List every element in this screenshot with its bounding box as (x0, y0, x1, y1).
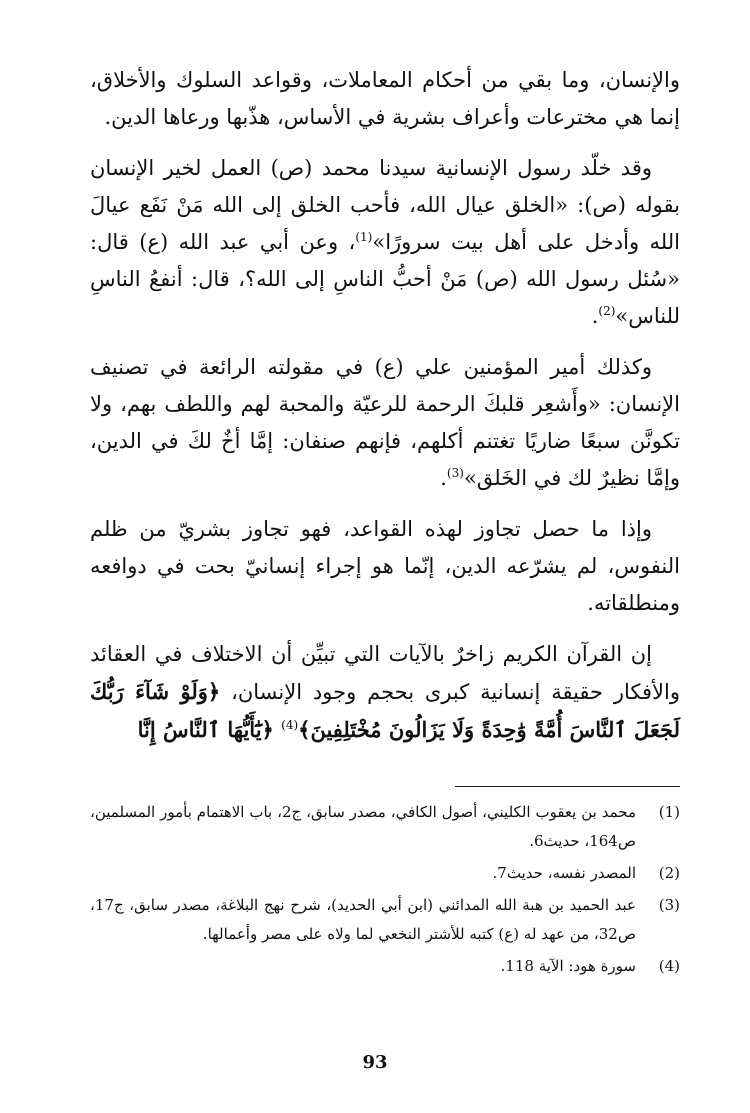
paragraph-2-text-a: وقد خلّد رسول الإنسانية سيدنا محمد (ص) العمل لخير الإنسان بقوله (ص): «الخلق عيال الله، فأحب الخلق إلى الله مَنْ نَفَع عيالَ الله وأدخل على أهل بيت سرورًا» (90, 156, 680, 254)
footnote-ref-2: (2) (598, 304, 616, 318)
footnote-ref-3: (3) (446, 466, 464, 480)
footnote-text: عبد الحميد بن هبة الله المدائني (ابن أبي الحديد)، شرح نهج البلاغة، مصدر سابق، ج17، ص32، من عهد له (ع) كتبه للأشتر النخعي لما ولاه على مصر وأعمالها. (90, 896, 636, 943)
paragraph-5 (90, 636, 680, 749)
footnote-number: (3) (658, 896, 680, 914)
paragraph-2-text-c: . (591, 304, 599, 328)
footnote-number: (1) (658, 803, 680, 821)
paragraph-4 (90, 511, 680, 622)
paragraph-1-text: والإنسان، وما بقي من أحكام المعاملات، وقواعد السلوك والأخلاق، إنما هي مخترعات وأعراف بشرية في الأساس، هذّبها ورعاها الدين. (90, 68, 680, 129)
footnote-ref-1: (1) (355, 230, 373, 244)
footnote-text: محمد بن يعقوب الكليني، أصول الكافي، مصدر سابق، ج2، باب الاهتمام بأمور المسلمين، ص164، حديث6. (90, 803, 636, 850)
paragraph-3-text-b: . (440, 466, 447, 490)
page-number: 93 (362, 1052, 388, 1073)
quran-verse-2: ﴿يَٰٓأَيُّهَا ٱلنَّاسُ إِنَّا (137, 717, 282, 742)
footnote-text: سورة هود: الآية 118. (500, 957, 636, 975)
paragraph-3-text-a: وكذلك أمير المؤمنين علي (ع) في مقولته الرائعة في تصنيف الإنسان: «وأَشعِر قلبكَ الرحمة للرعيّة والمحبة لهم واللطف بهم، ولا تكونَّن سبعًا ضاريًا تغتنم أكلهم، فإنهم صنفان: إمَّا أخٌ لكَ في الدين، وإمَّا نظيرٌ لك في الخَلق» (90, 355, 680, 490)
footnote-1 (90, 798, 680, 856)
footnote-separator (455, 786, 680, 787)
paragraph-4-text: وإذا ما حصل تجاوز لهذه القواعد، فهو تجاوز بشريّ من ظلم النفوس، لم يشرّعه الدين، إنّما هو إجراء إنسانيّ بحت في دوافعه ومنطلقاته. (90, 517, 680, 615)
footnote-text: المصدر نفسه، حديث7. (492, 864, 636, 882)
footnote-3 (90, 891, 680, 949)
footnote-ref-4: (4) (281, 718, 299, 732)
footnote-number: (4) (658, 957, 680, 975)
paragraph-2-text-b: ، وعن أبي عبد الله (ع) قال: «سُئل رسول الله (ص) مَنْ أحبُّ الناسِ إلى الله؟، قال: أنفعُ الناسِ للناس» (90, 230, 680, 328)
main-text (90, 62, 680, 749)
paragraph-3 (90, 349, 680, 497)
paragraph-1 (90, 62, 680, 136)
paragraph-2 (90, 150, 680, 335)
footnote-4 (90, 952, 680, 981)
quran-verse-1: ﴿وَلَوْ شَآءَ رَبُّكَ لَجَعَلَ ٱلنَّاسَ أُمَّةً وَٰحِدَةً وَلَا يَزَالُونَ مُخْتَلِفِينَ﴾ (90, 679, 680, 742)
footnote-number: (2) (658, 864, 680, 882)
paragraph-5-text-a: إن القرآن الكريم زاخرٌ بالآيات التي تبيِّن أن الاختلاف في العقائد والأفكار حقيقة إنسانية كبرى بحجم وجود الإنسان، (90, 642, 681, 704)
footnotes (90, 798, 680, 984)
footnote-2 (90, 859, 680, 888)
